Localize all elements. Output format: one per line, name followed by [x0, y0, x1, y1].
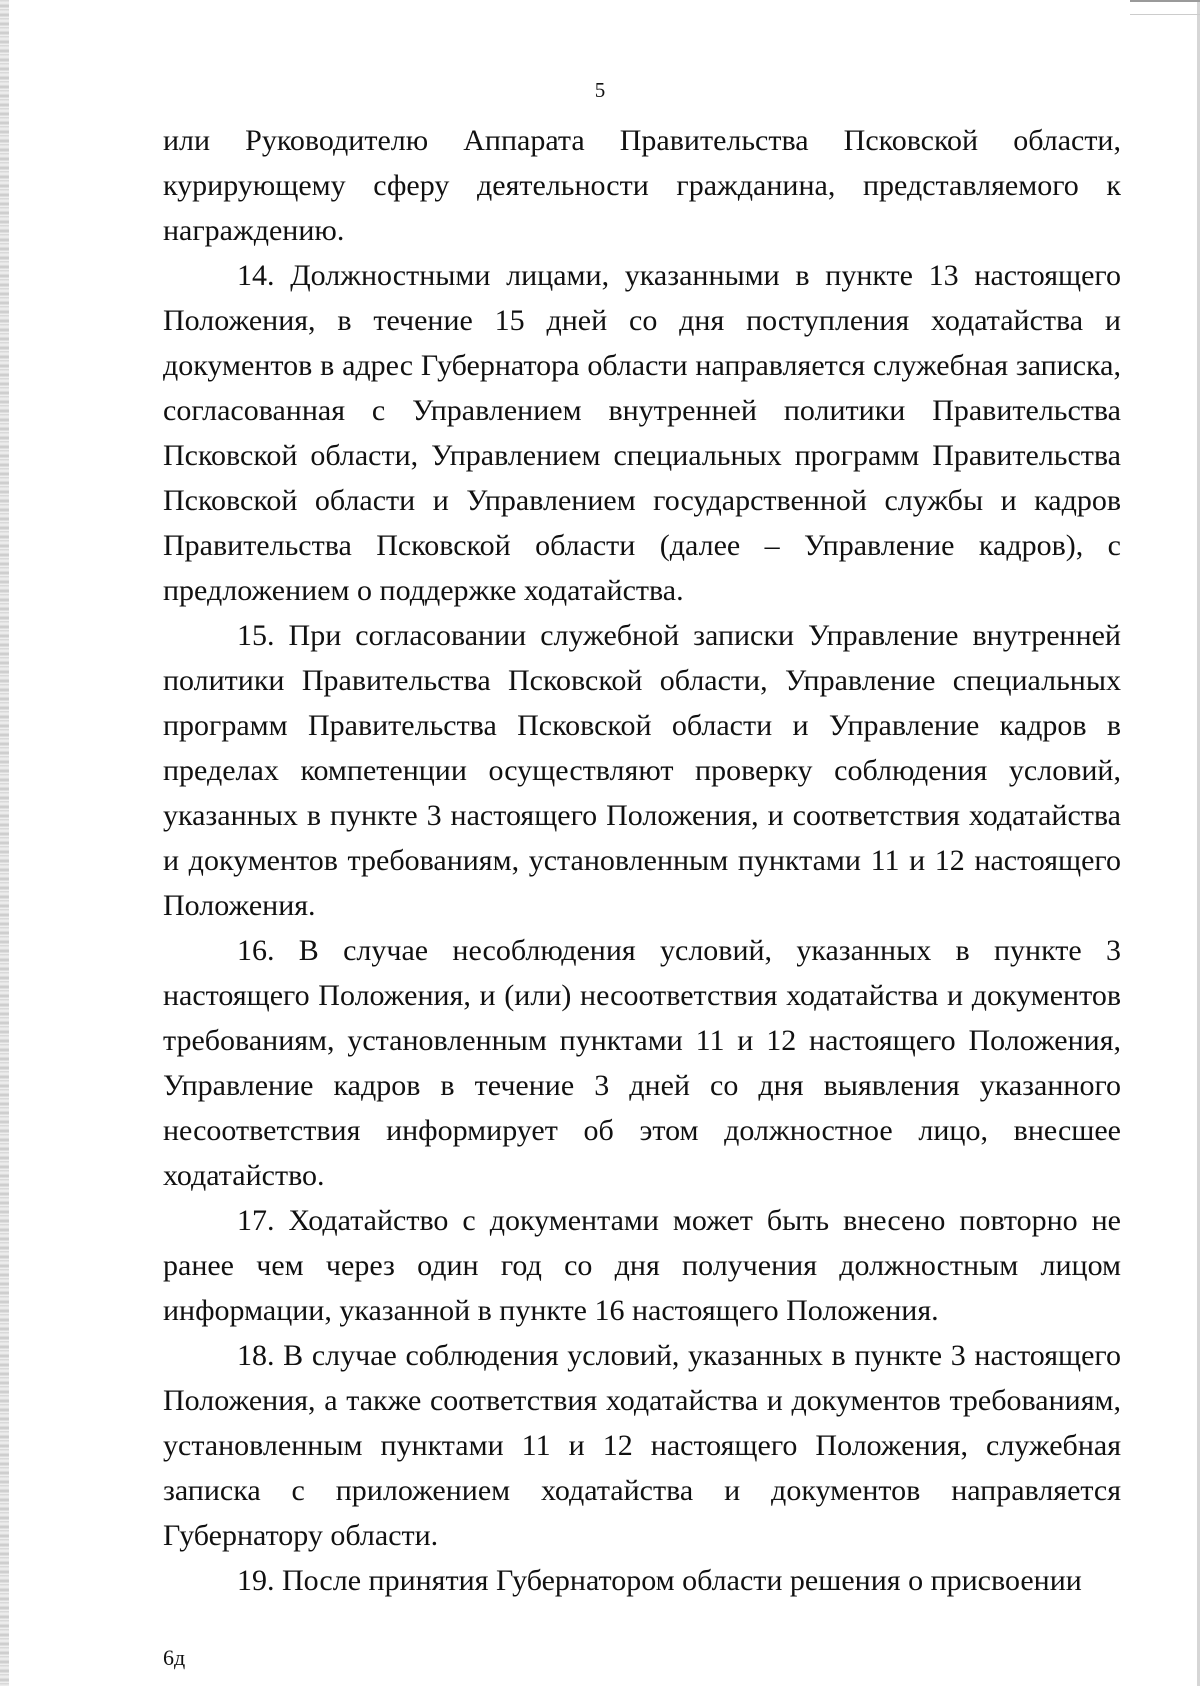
paragraph-15: 15. При согласовании служебной записки Управление внутренней политики Правительства Псковской области, Управление специальных программ Правительства Псковской области и Управление кадров в пределах компетенции осуществляют проверку соблюдения условий, указанных в пункте 3 настоящего Положения, и соответствия ходатайства и документов требованиям, установленным пунктами 11 и 12 настоящего Положения.: [163, 619, 1121, 922]
paragraph-19: 19. После принятия Губернатором области решения о присвоении: [237, 1564, 1082, 1597]
scan-edge-left: [0, 0, 9, 1686]
paragraph-continuation: или Руководителю Аппарата Правительства Псковской области, курирующему сферу деятельности гражданина, представляемого к награждению.: [163, 124, 1121, 247]
page-number: 5: [594, 78, 606, 102]
paragraph-17: 17. Ходатайство с документами может быть внесено повторно не ранее чем через один год со дня получения должностным лицом информации, указанной в пункте 16 настоящего Положения.: [163, 1204, 1121, 1327]
paragraph-16: 16. В случае несоблюдения условий, указанных в пункте 3 настоящего Положения, и (или) несоответствия ходатайства и документов требованиям, установленным пунктами 11 и 12 настоящего Положения, Управление кадров в течение 3 дней со дня выявления указанного несоответствия информирует об этом должностное лицо, внесшее ходатайство.: [163, 934, 1121, 1192]
document-body: [163, 118, 1121, 1603]
scan-corner-mark: [1130, 0, 1200, 15]
document-code: 6д: [163, 1645, 186, 1670]
paragraph-18: 18. В случае соблюдения условий, указанных в пункте 3 настоящего Положения, а также соответствия ходатайства и документов требованиям, установленным пунктами 11 и 12 настоящего Положения, служебная записка с приложением ходатайства и документов направляется Губернатору области.: [163, 1339, 1121, 1552]
paragraph-14: 14. Должностными лицами, указанными в пункте 13 настоящего Положения, в течение 15 дней со дня поступления ходатайства и документов в адрес Губернатора области направляется служебная записка, согласованная с Управлением внутренней политики Правительства Псковской области, Управлением специальных программ Правительства Псковской области и Управлением государственной службы и кадров Правительства Псковской области (далее – Управление кадров), с предложением о поддержке ходатайства.: [163, 259, 1121, 607]
